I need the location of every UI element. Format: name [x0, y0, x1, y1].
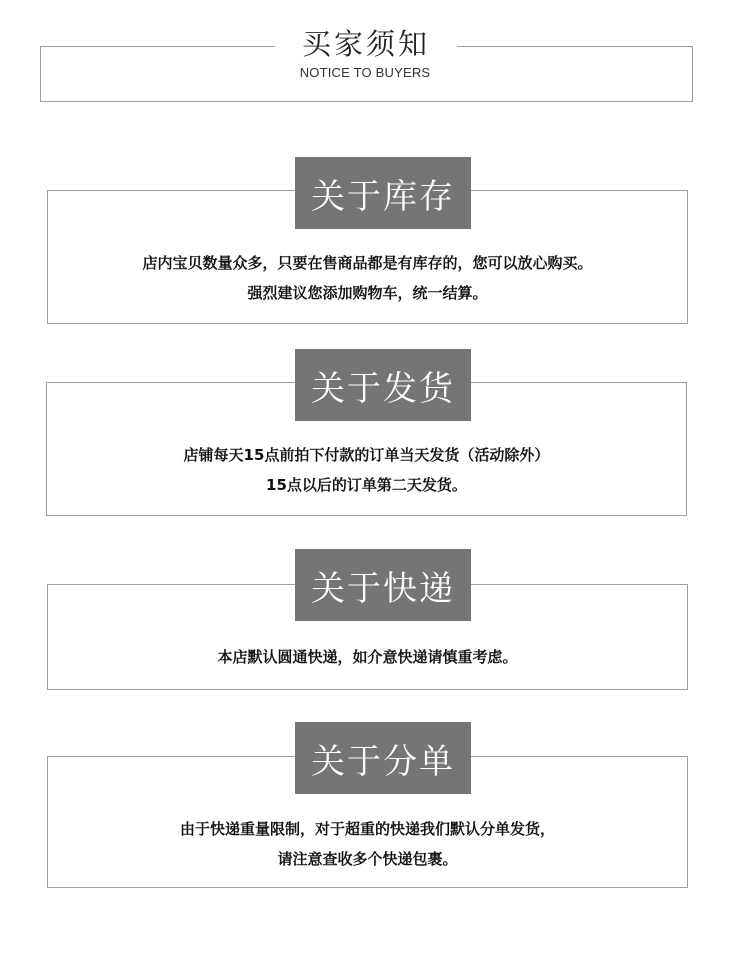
section-inventory-line-1: 店内宝贝数量众多，只要在售商品都是有库存的，您可以放心购买。 — [142, 254, 593, 272]
section-inventory-text — [47, 248, 688, 308]
page-title: 买家须知 — [301, 27, 430, 61]
section-split-order-line-2: 请注意查收多个快递包裹。 — [277, 850, 458, 868]
section-split-order-tab: 关于分单 — [295, 722, 471, 794]
section-courier-tab: 关于快递 — [295, 549, 471, 621]
section-inventory-line-2: 强烈建议您添加购物车，统一结算。 — [247, 284, 488, 302]
section-split-order-line-1: 由于快递重量限制，对于超重的快递我们默认分单发货， — [179, 820, 555, 838]
section-shipping-text — [46, 440, 687, 500]
page-subtitle: NOTICE TO BUYERS — [299, 65, 431, 80]
section-courier-line-1: 本店默认圆通快递，如介意快递请慎重考虑。 — [217, 648, 518, 666]
section-inventory-tab: 关于库存 — [295, 157, 471, 229]
section-shipping-line-1: 店铺每天15点前拍下付款的订单当天发货（活动除外） — [183, 446, 550, 464]
section-shipping-tab: 关于发货 — [295, 349, 471, 421]
section-courier-text — [47, 642, 688, 672]
header-title-container — [275, 26, 457, 62]
section-shipping-line-2: 15点以后的订单第二天发货。 — [266, 476, 467, 494]
section-split-order-text — [47, 814, 688, 874]
